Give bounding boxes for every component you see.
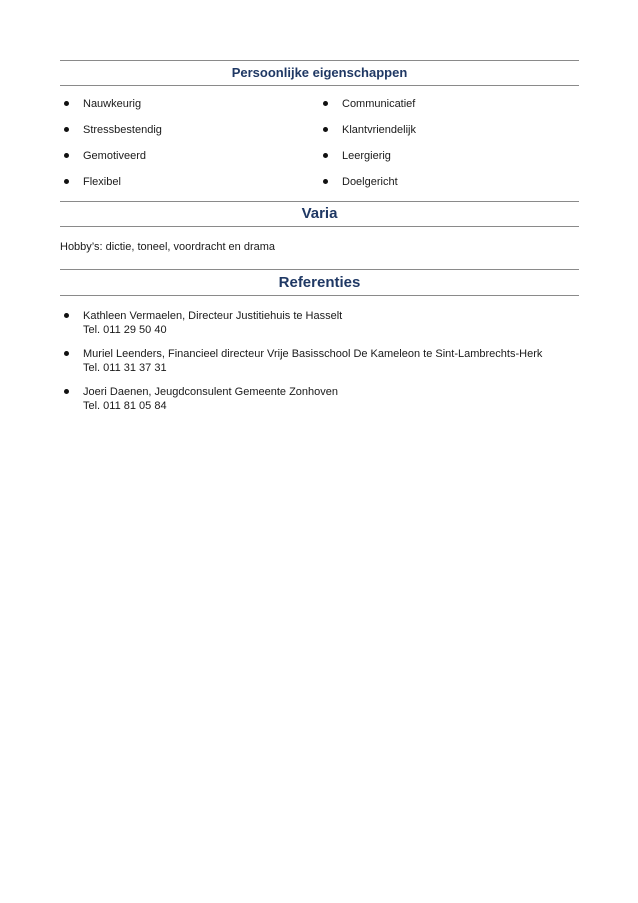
list-item: Stressbestendig <box>62 123 162 149</box>
reference-item <box>62 347 542 375</box>
reference-name: Joeri Daenen, Jeugdconsulent Gemeente Zonhoven <box>83 386 339 398</box>
bullet-icon <box>323 101 328 106</box>
section-title-personal: Persoonlijke eigenschappen <box>231 65 408 80</box>
bullet-icon <box>64 313 69 318</box>
bullet-icon <box>64 389 69 394</box>
reference-name: Kathleen Vermaelen, Directeur Justitiehuis te Hasselt <box>83 310 343 322</box>
section-header-personal <box>60 60 579 86</box>
reference-name: Muriel Leenders, Financieel directeur Vrije Basisschool De Kameleon te Sint-Lambrechts-Herk <box>83 348 543 360</box>
list-item: Communicatief <box>321 97 416 123</box>
bullet-icon <box>323 127 328 132</box>
bullet-icon <box>64 351 69 356</box>
section-header-references <box>60 269 579 296</box>
section-title-varia: Varia <box>301 205 338 222</box>
bullet-icon <box>64 101 69 106</box>
list-item: Nauwkeurig <box>62 97 162 123</box>
list-item: Klantvriendelijk <box>321 123 416 149</box>
list-item: Gemotiveerd <box>62 149 162 175</box>
list-item: Flexibel <box>62 175 162 201</box>
reference-phone: Tel. 011 29 50 40 <box>83 324 167 336</box>
bullet-icon <box>64 153 69 158</box>
list-item: Leergierig <box>321 149 416 175</box>
traits-list-right <box>321 97 416 201</box>
list-item: Doelgericht <box>321 175 416 201</box>
references-list <box>62 309 542 423</box>
bullet-icon <box>64 179 69 184</box>
reference-phone: Tel. 011 31 37 31 <box>83 362 167 374</box>
section-header-varia <box>60 201 579 227</box>
bullet-icon <box>323 153 328 158</box>
reference-item <box>62 385 542 413</box>
bullet-icon <box>323 179 328 184</box>
hobbies-text: Hobby’s: dictie, toneel, voordracht en drama <box>60 241 276 253</box>
traits-list-left <box>62 97 162 201</box>
reference-item <box>62 309 542 337</box>
reference-phone: Tel. 011 81 05 84 <box>83 400 167 412</box>
bullet-icon <box>64 127 69 132</box>
section-title-references: Referenties <box>278 274 361 291</box>
